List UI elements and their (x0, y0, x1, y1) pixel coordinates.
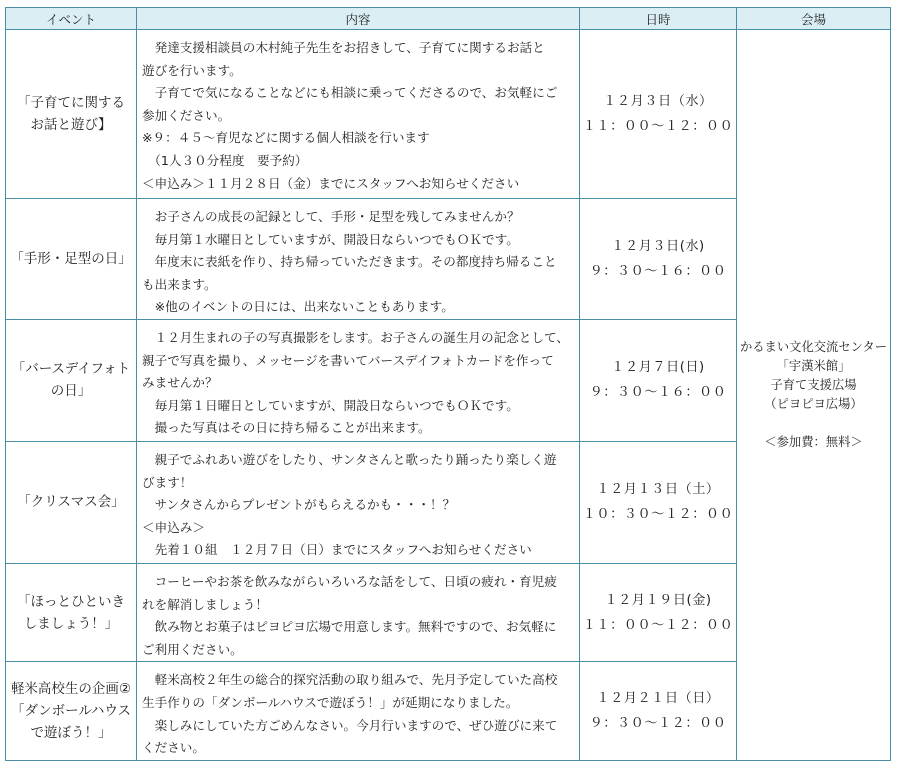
event-name-cell (6, 319, 137, 441)
description-line: 生手作りの「ダンボールハウスで遊ぼう！」が延期になりました。 (142, 694, 519, 710)
description-line: １２月生まれの子の写真撮影をします。お子さんの誕生月の記念として、 (142, 329, 569, 345)
description-line: 毎月第１日曜日としていますが、開設日ならいつでもＯＫです。 (142, 397, 519, 413)
event-date: １２月１９日(金) (604, 592, 712, 608)
description-line: 軽米高校２年生の総合的探究活動の取り組みで、先月予定していた高校 (142, 672, 558, 688)
events-table (5, 7, 891, 761)
event-datetime-cell (580, 30, 737, 199)
description-line: れを解消しましょう！ (142, 596, 268, 612)
event-datetime-cell (580, 441, 737, 563)
event-description-cell (137, 563, 580, 661)
event-name-line: 「手形・足型の日」 (10, 250, 132, 267)
description-line: みませんか？ (142, 375, 218, 391)
description-line: 発達支援相談員の木村純子先生をお招きして、子育てに関するお話と (142, 40, 545, 55)
event-datetime-cell (580, 199, 737, 320)
header-venue: 会場 (737, 8, 891, 30)
event-name-line: 「ダンボールハウス (10, 703, 131, 720)
event-name-line: お話と遊び】 (30, 117, 112, 133)
description-line: （1人３０分程度 要予約） (142, 152, 308, 168)
event-description-cell (137, 199, 580, 320)
header-event: イベント (6, 8, 137, 30)
description-line: 参加ください。 (142, 107, 231, 123)
event-name-cell (6, 441, 137, 563)
description-line: 飲み物とお菓子はピヨピヨ広場で用意します。無料ですので、お気軽に (142, 619, 557, 635)
venue-line: かるまい文化交流センター (739, 340, 888, 355)
event-datetime-cell (580, 563, 737, 661)
event-name-line: 「ほっとひといき (17, 593, 125, 610)
venue-line: 「宇漢米館」 (776, 359, 851, 374)
event-name-line: の日」 (50, 383, 92, 400)
event-name-line: しましょう！」 (23, 615, 119, 632)
description-line: 親子でふれあい遊びをしたり、サンタさんと歌ったり踊ったり楽しく遊 (142, 451, 557, 467)
event-time: １０：３０～１２：００ (582, 507, 734, 523)
description-line: 先着１０組 １２月７日（日）までにスタッフへお知らせください (142, 542, 532, 558)
header-datetime: 日時 (580, 8, 737, 30)
venue-line: 子育て支援広場 (770, 378, 857, 393)
header-content: 内容 (137, 8, 580, 30)
event-name-cell (6, 199, 137, 320)
event-time: ９：３０～１２：００ (589, 716, 727, 732)
description-line: サンタさんからプレゼントがもらえるかも・・・！？ (142, 497, 456, 513)
description-line: お子さんの成長の記録として、手形・足型を残してみませんか？ (142, 209, 520, 224)
header-row (6, 8, 891, 30)
description-line: 楽しみにしていた方ごめんなさい。今月行いますので、ぜひ遊びに来て (142, 717, 558, 733)
event-time: ９：３０～１６：００ (589, 263, 727, 279)
description-line: 毎月第１水曜日としていますが、開設日ならいつでもＯＫです。 (142, 231, 519, 247)
event-date: １２月１３日（土） (596, 482, 720, 498)
event-date: １２月３日(水) (611, 238, 705, 254)
event-date: １２月７日(日) (611, 360, 705, 376)
event-time: １１：００～１２：００ (582, 617, 734, 633)
event-name-line: で遊ぼう！」 (30, 725, 112, 742)
event-name-cell (6, 563, 137, 661)
event-datetime-cell (580, 319, 737, 441)
venue-line: （ピヨピヨ広場） (764, 397, 863, 412)
description-line: ＜申込み＞１１月２８日（金）までにスタッフへお知らせください (142, 175, 520, 191)
description-line: ※９：４５～育児などに関する個人相談を行います (142, 130, 430, 146)
description-line: ※他のイベントの日には、出来ないこともあります。 (142, 299, 454, 315)
venue-cell (737, 30, 891, 761)
event-datetime-cell (580, 662, 737, 761)
event-description-cell (137, 319, 580, 441)
event-name-line: 軽米高校生の企画② (10, 681, 132, 698)
event-name-line: 「子育てに関する (17, 95, 125, 111)
description-line: 遊びを行います。 (142, 62, 242, 78)
description-line: も出来ます。 (142, 276, 217, 292)
event-name-line: 「クリスマス会」 (17, 494, 125, 511)
event-time: ９：３０～１６：００ (589, 385, 727, 401)
event-description-cell (137, 441, 580, 563)
description-line: びます！ (142, 474, 193, 490)
description-line: ご利用ください。 (142, 641, 243, 657)
event-description-cell (137, 30, 580, 199)
description-line: 年度末に表紙を作り、持ち帰っていただきます。その都度持ち帰ること (142, 254, 557, 270)
events-body (6, 30, 891, 761)
event-date: １２月３日（水） (603, 94, 713, 109)
description-line: 子育てで気になることなどにも相談に乗ってくださるので、お気軽にご (142, 85, 558, 101)
table-row (6, 30, 891, 199)
fee-note: ＜参加費：無料＞ (764, 435, 863, 450)
event-name-line: 「バースデイフォト (11, 361, 131, 378)
description-line: コーヒーやお茶を飲みながらいろいろな話をして、日頃の疲れ・育児疲 (142, 573, 557, 589)
description-line: ください。 (142, 740, 205, 756)
event-name-cell (6, 662, 137, 761)
event-date: １２月２１日（日） (596, 691, 720, 707)
description-line: 撮った写真はその日に持ち帰ることが出来ます。 (142, 420, 431, 436)
description-line: 親子で写真を撮り、メッセージを書いてバースデイフォトカードを作って (142, 352, 554, 368)
description-line: ＜申込み＞ (142, 519, 205, 535)
event-description-cell (137, 662, 580, 761)
event-name-cell (6, 30, 137, 199)
event-time: １１：００～１２：００ (582, 119, 734, 134)
